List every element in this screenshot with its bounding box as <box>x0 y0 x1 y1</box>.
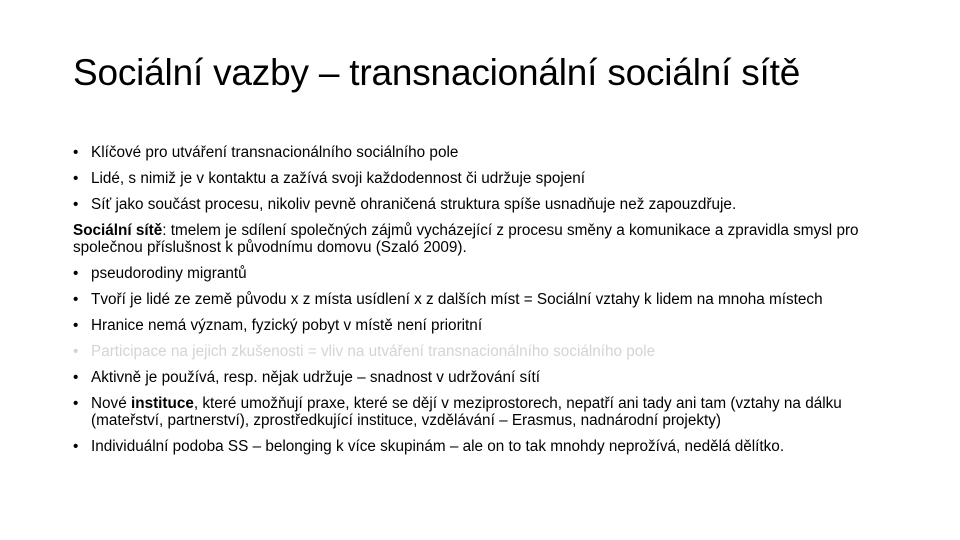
bullet-rest: , které umožňují praxe, které se dějí v meziprostorech, nepatří ani tady ani tam (vztahy na dálku (mateřství, partnerství), zprostředkující instituce, vzdělávání – Erasmus, nadnárodní projekty) <box>91 395 842 429</box>
bullet-text: Tvoří je lidé ze země původu x z místa usídlení x z dalších míst = Sociální vztahy k lidem na mnoha místech <box>91 291 823 308</box>
bullet-text: pseudorodiny migrantů <box>91 265 247 282</box>
bullet-item <box>73 395 893 429</box>
bullet-text: Síť jako součást procesu, nikoliv pevně ohraničená struktura spíše usnadňuje než zapouzdřuje. <box>91 196 737 213</box>
bullet-text: Individuální podoba SS – belonging k více skupinám – ale on to tak mnohdy neprožívá, nedělá dělítko. <box>91 438 785 455</box>
bullet-marker: • <box>73 395 79 412</box>
bullet-text: Lidé, s nimiž je v kontaktu a zažívá svoji každodennost či udržuje spojení <box>91 170 586 187</box>
bullet-marker: • <box>73 369 79 386</box>
bullet-item <box>73 317 893 334</box>
definition-text: : tmelem je sdílení společných zájmů vycházející z procesu směny a komunikace a zpravidla smysl pro společnou příslušnost k původnímu domovu (Szaló 2009). <box>73 222 859 256</box>
slide-body <box>73 144 893 464</box>
bullet-marker: • <box>73 196 79 213</box>
bullet-marker: • <box>73 170 79 187</box>
bullet-text <box>91 395 893 429</box>
bullet-marker: • <box>73 317 79 334</box>
bullet-marker: • <box>73 265 79 282</box>
bullet-marker: • <box>73 144 79 161</box>
bullet-text: Hranice nemá význam, fyzický pobyt v místě není prioritní <box>91 317 483 334</box>
bullet-bold-term: instituce <box>130 395 194 412</box>
bullet-item <box>73 291 893 308</box>
bullet-item <box>73 196 893 213</box>
bullet-prefix: Nové <box>91 395 131 412</box>
bullet-text: Participace na jejich zkušenosti = vliv na utváření transnacionálního sociálního pole <box>91 343 656 360</box>
bullet-item <box>73 170 893 187</box>
bullet-item <box>73 265 893 282</box>
bullet-item <box>73 438 893 455</box>
bullet-text: Aktivně je používá, resp. nějak udržuje – snadnost v udržování sítí <box>91 369 540 386</box>
bullet-text: Klíčové pro utváření transnacionálního sociálního pole <box>91 144 459 161</box>
bullet-marker: • <box>73 291 79 308</box>
slide-title: Sociální vazby – transnacionální sociální sítě <box>73 52 801 93</box>
bullet-item <box>73 369 893 386</box>
definition-paragraph <box>73 222 893 256</box>
definition-term: Sociální sítě <box>73 222 163 239</box>
bullet-item <box>73 144 893 161</box>
bullet-item-faded <box>73 343 893 360</box>
bullet-marker: • <box>73 343 79 360</box>
bullet-marker: • <box>73 438 79 455</box>
